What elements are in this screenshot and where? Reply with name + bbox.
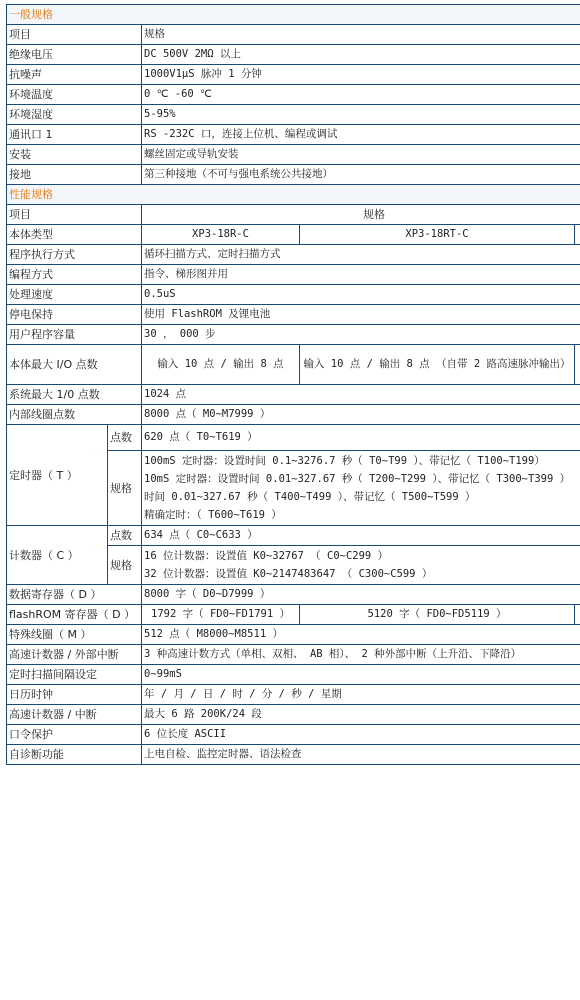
counter-spec-line: 16 位计数器：设置值 K0~32767 （ C0~C299 ） <box>144 550 389 562</box>
table-row <box>7 145 580 165</box>
row-value: 循环扫描方式、定时扫描方式 <box>142 245 580 265</box>
row-value: 0~99mS <box>142 665 580 685</box>
table-row <box>7 105 580 125</box>
row-value: 1000V1μS 脉冲 1 分钟 <box>142 65 580 85</box>
header-label: 项目 <box>7 205 142 225</box>
counter-spec <box>142 546 580 585</box>
sub-label: 规格 <box>108 451 142 526</box>
table-row <box>7 305 580 325</box>
row-label: 抗噪声 <box>7 65 142 85</box>
row-label: 用户程序容量 <box>7 325 142 345</box>
row-label: 通讯口 1 <box>7 125 142 145</box>
table-row <box>7 625 580 645</box>
row-value: 年 / 月 / 日 / 时 / 分 / 秒 / 星期 <box>142 685 580 705</box>
flash-value-b: 5120 字（ FD0~FD5119 ） <box>300 605 575 625</box>
counter-spec-line: 32 位计数器：设置值 K0~2147483647 （ C300~C599 ） <box>144 568 433 580</box>
table-row <box>7 605 580 625</box>
row-value: 0.5uS <box>142 285 580 305</box>
table-row <box>7 645 580 665</box>
row-value: 3 种高速计数方式（单相、双相、 AB 相）、 2 种外部中断（上升沿、下降沿） <box>142 645 580 665</box>
row-value: 指令、梯形图并用 <box>142 265 580 285</box>
row-label: 接地 <box>7 165 142 185</box>
empty-cell <box>575 225 580 245</box>
timer-label: 定时器（ T ） <box>7 425 108 526</box>
section-title: 性能规格 <box>7 185 580 205</box>
header-value: 规格 <box>142 205 580 225</box>
sub-label: 点数 <box>108 526 142 546</box>
timer-spec-line: 10mS 定时器：设置时间 0.01~327.67 秒（ T200~T299 ）、带记忆（ T300~T399 ） <box>144 473 571 485</box>
table-row <box>7 685 580 705</box>
row-value: 螺丝固定或导轨安装 <box>142 145 580 165</box>
empty-cell <box>575 605 580 625</box>
section-header-general <box>7 5 580 25</box>
table-row <box>7 425 580 451</box>
row-label: 程序执行方式 <box>7 245 142 265</box>
row-value: 512 点（ M8000~M8511 ） <box>142 625 580 645</box>
row-value: RS -232C 口，连接上位机、编程或调试 <box>142 125 580 145</box>
row-label: 自诊断功能 <box>7 745 142 765</box>
table-row <box>7 285 580 305</box>
table-row <box>7 665 580 685</box>
timer-spec-line: 100mS 定时器：设置时间 0.1~3276.7 秒（ T0~T99 ）、带记忆（ T100~T199） <box>144 455 545 467</box>
table-row <box>7 65 580 85</box>
row-value: 6 位长度 ASCII <box>142 725 580 745</box>
table-row <box>7 85 580 105</box>
spec-sheet <box>6 4 580 765</box>
row-value: 30 ， 000 步 <box>142 325 580 345</box>
flash-value-a: 1792 字（ FD0~FD1791 ） <box>142 605 300 625</box>
row-value: 最大 6 路 200K/24 段 <box>142 705 580 725</box>
row-label: 口令保护 <box>7 725 142 745</box>
table-row <box>7 165 580 185</box>
sub-label: 点数 <box>108 425 142 451</box>
table-row <box>7 245 580 265</box>
row-label: 高速计数器 / 中断 <box>7 705 142 725</box>
table-row <box>7 725 580 745</box>
row-label: 数据寄存器（ D ） <box>7 585 142 605</box>
timer-spec-line: 精确定时：（ T600~T619 ） <box>144 509 282 521</box>
io-value-b: 输入 10 点 / 输出 8 点 （自带 2 路高速脉冲输出） <box>300 345 575 385</box>
table-row <box>7 225 580 245</box>
row-label: 处理速度 <box>7 285 142 305</box>
row-value: 使用 FlashROM 及锂电池 <box>142 305 580 325</box>
row-label: 编程方式 <box>7 265 142 285</box>
section-header-performance <box>7 185 580 205</box>
timer-points: 620 点（ T0~T619 ） <box>142 425 580 451</box>
row-value: 8000 点（ M0~M7999 ） <box>142 405 580 425</box>
row-label: 系统最大 1/0 点数 <box>7 385 142 405</box>
spec-table <box>6 4 580 765</box>
row-value: 8000 字（ D0~D7999 ） <box>142 585 580 605</box>
table-row <box>7 585 580 605</box>
empty-cell <box>575 345 580 385</box>
timer-spec <box>142 451 580 526</box>
row-label: 定时扫描间隔设定 <box>7 665 142 685</box>
counter-points: 634 点（ C0~C633 ） <box>142 526 580 546</box>
table-row <box>7 405 580 425</box>
sub-label: 规格 <box>108 546 142 585</box>
row-value: DC 500V 2MΩ 以上 <box>142 45 580 65</box>
table-row <box>7 25 580 45</box>
table-row <box>7 745 580 765</box>
table-row <box>7 345 580 385</box>
row-value: 0 ℃ -60 ℃ <box>142 85 580 105</box>
counter-label: 计数器（ C ） <box>7 526 108 585</box>
table-header-row <box>7 205 580 225</box>
row-value: 上电自检、监控定时器、语法检查 <box>142 745 580 765</box>
row-label: 特殊线圈（ M ） <box>7 625 142 645</box>
row-label: 高速计数器 / 外部中断 <box>7 645 142 665</box>
io-value-a: 输入 10 点 / 输出 8 点 <box>142 345 300 385</box>
table-row <box>7 325 580 345</box>
table-row <box>7 385 580 405</box>
row-label: 停电保持 <box>7 305 142 325</box>
row-label: 内部线圈点数 <box>7 405 142 425</box>
table-row <box>7 125 580 145</box>
model-b: XP3-18RT-C <box>300 225 575 245</box>
row-label: 绝缘电压 <box>7 45 142 65</box>
row-value: 规格 <box>142 25 580 45</box>
row-label: 日历时钟 <box>7 685 142 705</box>
table-row <box>7 526 580 546</box>
model-a: XP3-18R-C <box>142 225 300 245</box>
table-row <box>7 265 580 285</box>
row-label: 本体类型 <box>7 225 142 245</box>
row-value: 5-95% <box>142 105 580 125</box>
row-value: 第三种接地（不可与强电系统公共接地） <box>142 165 580 185</box>
section-title: 一般规格 <box>7 5 580 25</box>
row-label: 本体最大 I/O 点数 <box>7 345 142 385</box>
timer-spec-line: 时间 0.01~327.67 秒（ T400~T499 ）、带记忆（ T500~T599 ） <box>144 491 476 503</box>
row-label: 项目 <box>7 25 142 45</box>
row-label: 安装 <box>7 145 142 165</box>
row-label: flashROM 寄存器（ D ） <box>7 605 142 625</box>
table-row <box>7 705 580 725</box>
row-label: 环境湿度 <box>7 105 142 125</box>
row-value: 1024 点 <box>142 385 580 405</box>
row-label: 环境温度 <box>7 85 142 105</box>
table-row <box>7 45 580 65</box>
